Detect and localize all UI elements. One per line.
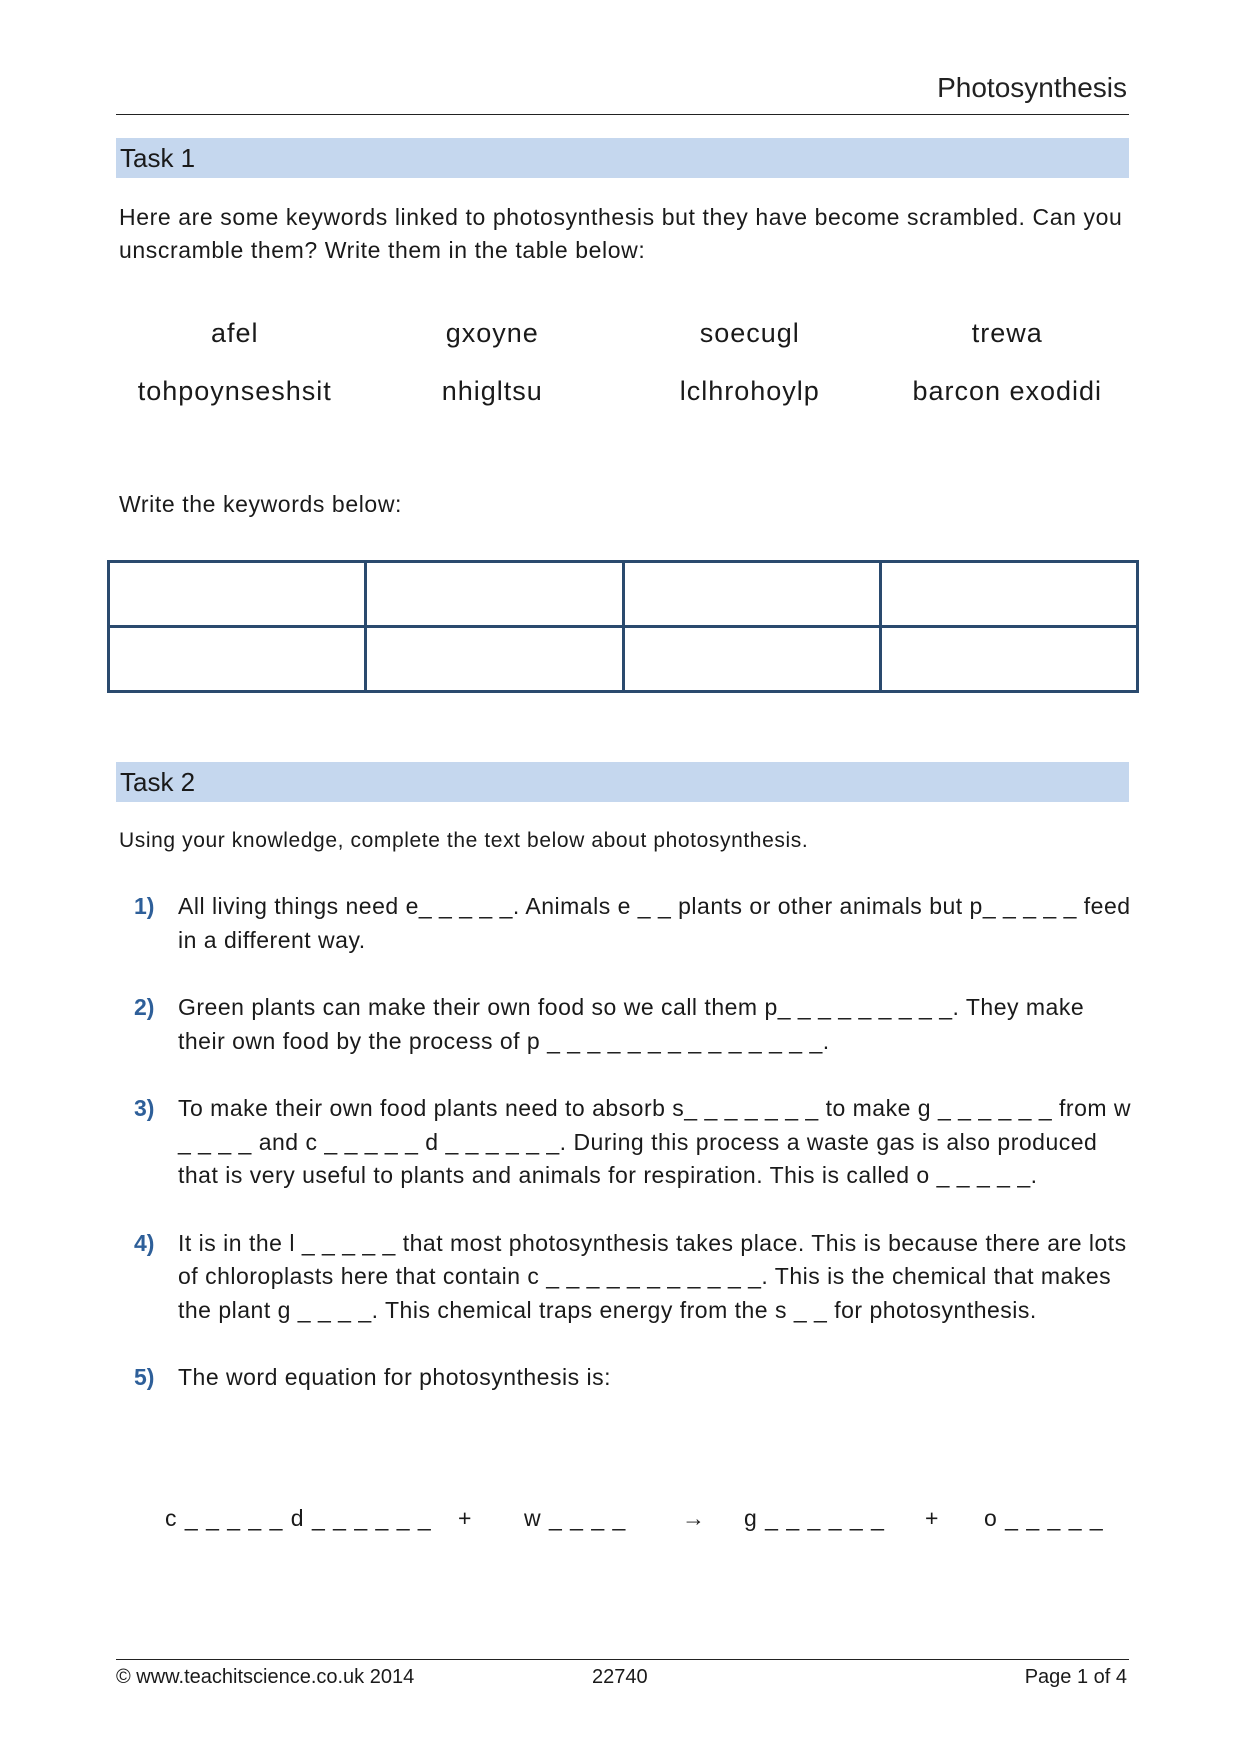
question-text: Green plants can make their own food so we call them p_ _ _ _ _ _ _ _ _. They make their own food by the process of p _ _ _ _ _ _ _ _ _ _ _ _ _ _. bbox=[178, 994, 1085, 1054]
question-number: 4) bbox=[134, 1229, 155, 1256]
question-text: The word equation for photosynthesis is: bbox=[178, 1364, 611, 1390]
answer-cell[interactable] bbox=[623, 627, 880, 692]
answer-cell[interactable] bbox=[109, 627, 366, 692]
question-item bbox=[116, 1227, 1136, 1328]
scrambled-word: soecugl bbox=[699, 318, 800, 348]
scrambled-word: barcon exodidi bbox=[912, 376, 1103, 406]
equation-arrow-icon: → bbox=[682, 1505, 706, 1531]
answer-cell[interactable] bbox=[366, 562, 623, 627]
question-item bbox=[116, 991, 1136, 1058]
question-item bbox=[116, 1092, 1136, 1193]
answer-cell[interactable] bbox=[880, 562, 1137, 627]
task1-intro: Here are some keywords linked to photosynthesis but they have become scrambled. Can you unscramble them? Write them in the table below: bbox=[119, 204, 1123, 263]
answer-cell[interactable] bbox=[623, 562, 880, 627]
scrambled-word: trewa bbox=[971, 318, 1043, 348]
question-number: 5) bbox=[134, 1364, 155, 1390]
scrambled-word: tohpoynseshsit bbox=[137, 376, 332, 406]
equation-plus: + bbox=[925, 1505, 940, 1531]
question-item bbox=[116, 890, 1136, 957]
answer-table bbox=[107, 560, 1139, 693]
footer-code: 22740 bbox=[592, 1666, 648, 1688]
title-rule bbox=[116, 114, 1129, 115]
scrambled-word: lclhrohoylp bbox=[679, 376, 820, 406]
task2-intro: Using your knowledge, complete the text below about photosynthesis. bbox=[119, 829, 809, 852]
question-number: 3) bbox=[134, 1095, 155, 1121]
scrambled-word: gxoyne bbox=[445, 318, 539, 348]
page-title: Photosynthesis bbox=[937, 72, 1127, 103]
scrambled-word: nhigltsu bbox=[441, 376, 543, 406]
question-list bbox=[116, 890, 1136, 1429]
equation-term-reactant1: c _ _ _ _ _ d _ _ _ _ _ _ bbox=[165, 1505, 432, 1531]
equation-plus: + bbox=[458, 1505, 473, 1531]
question-text: All living things need e_ _ _ _ _. Animals e _ _ plants or other animals but p_ _ _ _ _ feed in a different way. bbox=[178, 893, 1131, 953]
answer-cell[interactable] bbox=[366, 627, 623, 692]
answer-cell[interactable] bbox=[109, 562, 366, 627]
footer-copyright: © www.teachitscience.co.uk 2014 bbox=[116, 1666, 415, 1688]
task1-heading: Task 1 bbox=[116, 138, 1129, 178]
footer-rule bbox=[116, 1659, 1129, 1660]
table-row bbox=[109, 562, 1138, 627]
answer-cell[interactable] bbox=[880, 627, 1137, 692]
task1-instruction: Write the keywords below: bbox=[119, 491, 403, 517]
task2-heading: Task 2 bbox=[116, 762, 1129, 802]
scrambled-words bbox=[106, 316, 1136, 408]
table-row bbox=[109, 627, 1138, 692]
question-number: 2) bbox=[134, 994, 155, 1020]
question-number: 1) bbox=[134, 893, 155, 919]
equation-term-reactant2: w _ _ _ _ bbox=[524, 1505, 627, 1531]
question-text: It is in the l _ _ _ _ _ that most photosynthesis takes place. This is because there are lots of chloroplasts here that contain c _ _ _ _ _ _ _ _ _ _ _. This is the chemical that makes the plant g _ _ _ _. This chemical traps energy from the s _ _ for photosynthesis. bbox=[178, 1229, 1127, 1323]
question-item bbox=[116, 1361, 1136, 1395]
scrambled-word: afel bbox=[210, 318, 259, 348]
footer-page-number: Page 1 of 4 bbox=[1024, 1666, 1127, 1688]
equation-term-product1: g _ _ _ _ _ _ bbox=[744, 1505, 885, 1531]
question-text: To make their own food plants need to absorb s_ _ _ _ _ _ _ to make g _ _ _ _ _ _ from w _ _ _ _ and c _ _ _ _ _ d _ _ _ _ _ _. During this process a waste gas is also produced that is very useful to plants and animals for respiration. This is called o _ _ _ _ _. bbox=[178, 1095, 1132, 1188]
equation-term-product2: o _ _ _ _ _ bbox=[984, 1505, 1104, 1531]
